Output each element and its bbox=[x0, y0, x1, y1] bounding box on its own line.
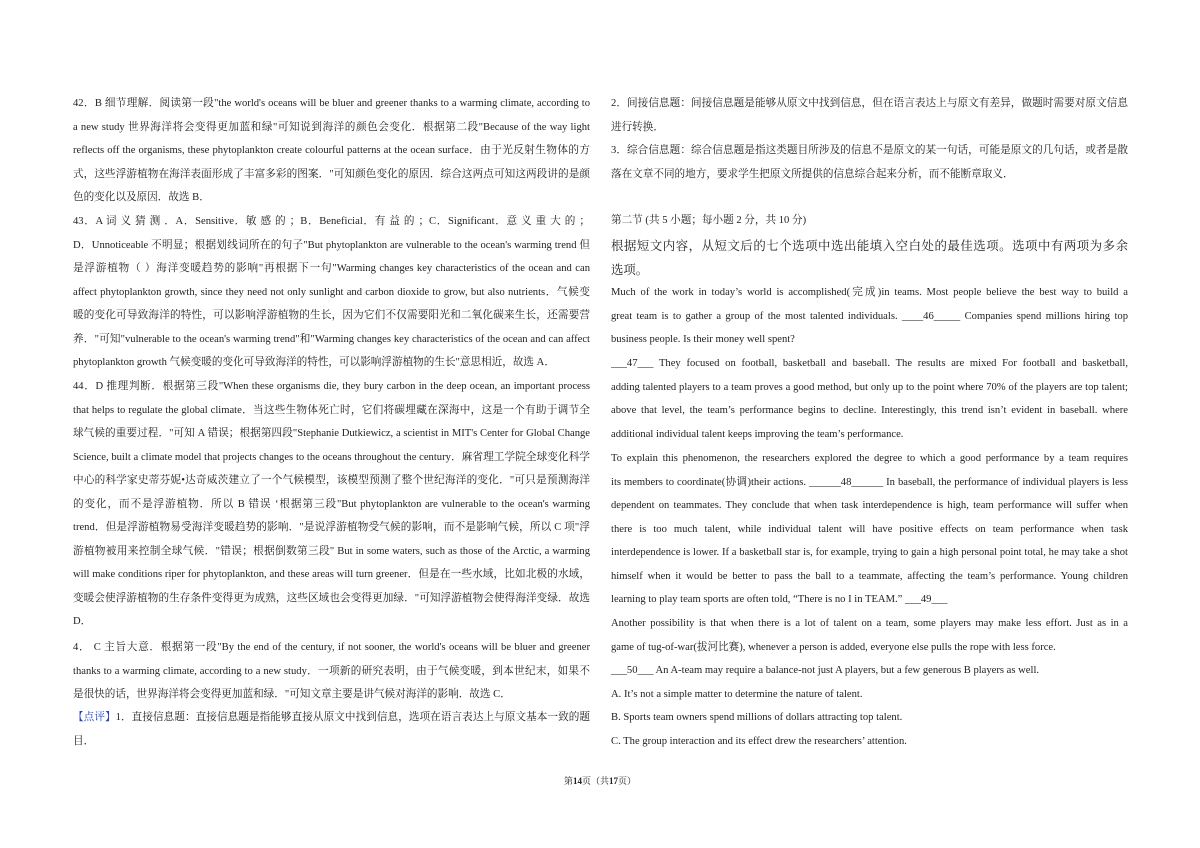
right-text-line: B. Sports team owners spend millions of dollars attracting top talent. bbox=[611, 712, 903, 723]
right-text-line: great team is to gather a group of the most talented individuals. ____46_____ Companies spend millions hiring top bbox=[611, 310, 1128, 322]
left-text-line: Science, built a climate model that projects changes to the oceans throughout the century．麻省理工学院全球变化科学 bbox=[73, 451, 590, 463]
right-text-line: A. It’s not a simple matter to determine the nature of talent. bbox=[611, 689, 863, 700]
right-text-line: Another possibility is that when there is a lot of talent on a team, some players may make less effort. Just as in a bbox=[611, 618, 1128, 629]
page-total: 17 bbox=[609, 776, 618, 786]
right-text-line: 进行转换． bbox=[611, 121, 664, 133]
left-text-line: phytoplankton growth 气候变暖的变化可导致海洋的特性，可以影响浮游植物的生长"意思相近，故选 A． bbox=[73, 357, 555, 368]
left-text-line: that helps to regulate the global climate．当这些生物体死亡时，它们将碳埋藏在深海中，这是一个有助于调节全 bbox=[73, 404, 590, 416]
footer-text: 页） bbox=[618, 776, 637, 786]
left-text-line: trend．但是浮游植物易受海洋变暖趋势的影响．"是说浮游植物受气候的影响，而不是影响气候，所以 C 项"浮 bbox=[73, 522, 590, 533]
right-text-line: game of tug-of-war(拔河比赛), whenever a person is added, everyone else pulls the rope with less force. bbox=[611, 641, 1056, 653]
left-text-line: 目． bbox=[73, 735, 95, 747]
right-text-line: 3．综合信息题：综合信息题是指这类题目所涉及的信息不是原文的某一句话，可能是原文的几句话，或者是散 bbox=[611, 145, 1128, 156]
left-text-line: 变暖会使浮游植物的生存条件变得更为成熟，这些区域也会变得更加绿．"可知浮游植物会使得海洋变绿．故选 bbox=[73, 592, 590, 604]
left-text-line: 中心的科学家史蒂芬妮•达奇威茨建立了一个气候模型，该模型预测了整个世纪海洋的变化．"可只是预测海洋 bbox=[73, 475, 590, 486]
left-text-line: 42．B 细节理解．阅读第一段"the world's oceans will be bluer and greener thanks to a warming climate, according to bbox=[73, 98, 590, 109]
comment-text: 1．直接信息题：直接信息题是指能够直接从原文中找到信息，选项在语言表达上与原文基本一致的题 bbox=[115, 712, 590, 723]
right-text-line: 根据短文内容，从短文后的七个选项中选出能填入空白处的最佳选项。选项中有两项为多余 bbox=[611, 239, 1128, 253]
left-text-line: 4． C 主旨大意．根据第一段"By the end of the century, if not sooner, the world's oceans will be bluer and greener bbox=[73, 642, 590, 653]
right-text-line: above that level, the team’s performance begins to decline. Interestingly, this trend isn’t evident in baseball. where bbox=[611, 405, 1128, 416]
right-text-line: adding talented players to a team proves a good method, but only up to the point where 70% of the players are top talent; bbox=[611, 381, 1128, 393]
right-text-line: To explain this phenomenon, the researchers explored the degree to which a good performance by a team requires bbox=[611, 453, 1128, 464]
left-text-line: 43．A 词 义 猜 测 ．A．Sensitive．敏 感 的 ；B．Beneficial．有 益 的 ；C．Significant．意 义 重 大 的 ； bbox=[73, 216, 590, 227]
right-text-line: ___47___ They focused on football, basketball and baseball. The results are mixed For football and basketball, bbox=[611, 358, 1128, 369]
footer-text: 页（共 bbox=[581, 776, 609, 786]
left-text-line: 44．D 推理判断．根据第三段"When these organisms die, they bury carbon in the deep ocean, an important process bbox=[73, 381, 590, 392]
page-footer bbox=[0, 774, 1200, 787]
left-text-line: thanks to a warming climate, according to a new study．一项新的研究表明，由于气候变暖，到本世纪末，如果不 bbox=[73, 665, 590, 677]
left-text-line: 是很快的话，世界海洋将会变得更加蓝和绿．"可知文章主要是讲气候对海洋的影响．故选 C． bbox=[73, 689, 511, 700]
left-text-line: affect phytoplankton growth, since they need not only sunlight and carbon dioxide to grow, but also nutrients．气候变 bbox=[73, 286, 590, 298]
right-text-line: 选项。 bbox=[611, 262, 649, 277]
left-text-line bbox=[73, 711, 590, 725]
right-text-line: C. The group interaction and its effect drew the researchers’ attention. bbox=[611, 736, 907, 747]
left-text-line: 游植物被用来控制全球气候．"错误；根据倒数第三段" But in some waters, such as those of the Arctic, a warming bbox=[73, 545, 590, 557]
left-text-line: D．Unnoticeable 不明显；根据划线词所在的句子"But phytoplankton are vulnerable to the ocean's warming trend 但 bbox=[73, 239, 590, 251]
left-text-line: 式，这些浮游植物在海洋表面形成了丰富多彩的图案．"可知颜色变化的原因．综合这两点可知这两段讲的是颜 bbox=[73, 168, 590, 180]
left-text-line: D． bbox=[73, 616, 92, 627]
right-text-line: its members to coordinate(协调)their actions. ______48______ In baseball, the performance of individual players is less bbox=[611, 476, 1128, 488]
right-text-line: business people. Is their money well spent? bbox=[611, 334, 795, 345]
left-text-line: 养．"可知"vulnerable to the ocean's warming trend"和"Warming changes key characteristics of the ocean and can affect bbox=[73, 333, 590, 345]
right-text-line: Much of the work in today’s world is accomplished(完成)in teams. Most people believe the best way to build a bbox=[611, 287, 1128, 298]
right-text-line: ___50___ An A-team may require a balance-not just A players, but a few generous B players as well. bbox=[611, 665, 1040, 676]
right-text-line: dependent on teammates. They conclude that when task interdependence is high, team performance will suffer when bbox=[611, 500, 1128, 511]
left-text-line: 是浮游植物（ ）海洋变暖趋势的影响"再根据下一句"Warming changes key characteristics of the ocean and can bbox=[73, 263, 590, 274]
right-text-line: himself when it would be better to pass the ball to a teammate, affecting the team’s performance. Young children bbox=[611, 570, 1128, 582]
left-text-line: 球气候的重要过程．"可知 A 错误；根据第四段"Stephanie Dutkiewicz, a scientist in MIT's Center for Global Change bbox=[73, 428, 590, 439]
page-number: 14 bbox=[572, 776, 582, 786]
left-text-line: reflects off the organisms, these phytoplankton create colourful patterns at the ocean surface．由于光反射生物体的方 bbox=[73, 145, 590, 156]
left-text-line: a new study 世界海洋将会变得更加蓝和绿"可知说到海洋的颜色会变化．根据第二段"Because of the way light bbox=[73, 121, 590, 133]
right-text-line: 2．间接信息题：间接信息题是能够从原文中找到信息，但在语言表达上与原文有差异，做题时需要对原文信息 bbox=[611, 98, 1128, 109]
left-text-line: 的变化，而不是浮游植物．所以 B 错误 ‘根据第三段"But phytoplankton are vulnerable to the ocean's warming bbox=[73, 498, 590, 510]
left-text-line: will make conditions riper for phytoplankton, and these areas will turn greener．但是在一些水域，比如北极的水域， bbox=[73, 569, 590, 580]
right-text-line: interdependence is lower. If a basketball star is, for example, trying to gain a high personal point total, he may take a shot bbox=[611, 547, 1128, 558]
left-text-line: 色的变化以及原因．故选 B． bbox=[73, 192, 210, 203]
left-text-line: 暖的变化可导致海洋的特性，可以影响浮游植物的生长，因为它们不仅需要阳光和二氧化碳来生长，还需要营 bbox=[73, 310, 590, 321]
right-text-line: there is too much talent, while individual talent will have positive effects on team performance when task bbox=[611, 523, 1128, 535]
right-text-line: learning to play team sports are often told, “There is no I in TEAM.” ___49___ bbox=[611, 594, 948, 605]
footer-text: 第 bbox=[563, 776, 573, 786]
right-text-line: additional individual talent keeps improving the team’s performance. bbox=[611, 428, 904, 440]
comment-tag: 【点评】 bbox=[73, 712, 116, 723]
right-text-line: 落在文章不同的地方，要求学生把原文所提供的信息综合起来分析，而不能断章取义． bbox=[611, 168, 1014, 180]
right-text-line: 第二节 (共 5 小题；每小题 2 分，共 10 分) bbox=[611, 215, 807, 226]
